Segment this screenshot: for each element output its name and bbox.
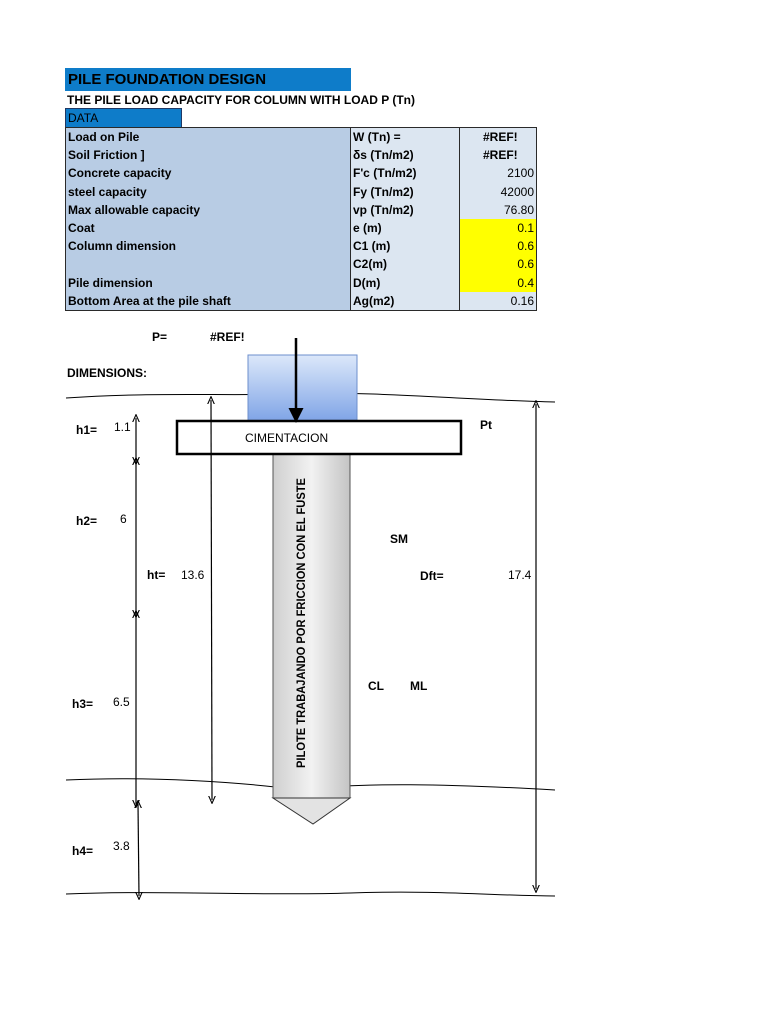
soil-ml-label: ML — [410, 679, 428, 693]
load-label: P= — [152, 330, 168, 344]
row-symbol: Ag(m2) — [351, 292, 460, 310]
row-symbol: C1 (m) — [351, 237, 460, 255]
row-symbol: W (Tn) = — [351, 128, 460, 146]
data-header: DATA — [65, 108, 182, 128]
row-label: Load on Pile — [66, 128, 351, 146]
row-value[interactable]: 0.16 — [460, 292, 536, 310]
soil-cl-label: CL — [368, 679, 384, 693]
row-symbol: D(m) — [351, 274, 460, 292]
ht-label: ht= — [147, 568, 166, 582]
h3-value: 6.5 — [113, 695, 130, 709]
row-value-input[interactable]: 0.6 — [460, 237, 536, 255]
row-symbol: δs (Tn/m2) — [351, 146, 460, 164]
dimensions-label: DIMENSIONS: — [67, 366, 148, 380]
pile-tip — [273, 798, 350, 824]
row-value[interactable]: #REF! — [460, 128, 536, 146]
h2-label: h2= — [76, 514, 98, 528]
h2-value: 6 — [120, 512, 127, 526]
soil-sm-label: SM — [390, 532, 408, 546]
pile-label: PILOTE TRABAJANDO POR FRICCION CON EL FUSTE — [296, 468, 308, 768]
row-label: Max allowable capacity — [66, 201, 351, 219]
ht-dimension-line — [211, 400, 212, 800]
ht-value: 13.6 — [181, 568, 205, 582]
row-symbol: Fy (Tn/m2) — [351, 183, 460, 201]
dft-value: 17.4 — [508, 568, 532, 582]
row-label: Soil Friction ] — [66, 146, 351, 164]
row-value[interactable]: 42000 — [460, 183, 536, 201]
h3-label: h3= — [72, 697, 94, 711]
row-value-input[interactable]: 0.1 — [460, 219, 536, 237]
soil-pt-label: Pt — [480, 418, 492, 432]
row-label: Bottom Area at the pile shaft — [66, 292, 351, 310]
h4-label: h4= — [72, 844, 94, 858]
row-symbol: e (m) — [351, 219, 460, 237]
column-shape — [248, 355, 357, 422]
row-label: Column dimension — [66, 237, 351, 255]
page-subtitle: THE PILE LOAD CAPACITY FOR COLUMN WITH LOAD P (Tn) — [67, 93, 415, 107]
row-value[interactable]: #REF! — [460, 146, 536, 164]
row-label: Coat — [66, 219, 351, 237]
row-symbol: F'c (Tn/m2) — [351, 164, 460, 182]
row-symbol: C2(m) — [351, 255, 460, 273]
row-value-input[interactable]: 0.4 — [460, 274, 536, 292]
row-label: Pile dimension — [66, 274, 351, 292]
h1-label: h1= — [76, 423, 98, 437]
footing-label: CIMENTACION — [245, 431, 329, 445]
pile-shaft — [273, 452, 350, 798]
h4-dimension-line — [138, 804, 139, 896]
row-symbol: vp (Tn/m2) — [351, 201, 460, 219]
h1-value: 1.1 — [114, 420, 131, 434]
page-title: PILE FOUNDATION DESIGN — [65, 68, 351, 91]
row-value-input[interactable]: 0.6 — [460, 255, 536, 273]
dft-label: Dft= — [420, 569, 444, 583]
row-value[interactable]: 76.80 — [460, 201, 536, 219]
row-value[interactable]: 2100 — [460, 164, 536, 182]
row-label: Concrete capacity — [66, 164, 351, 182]
row-label: steel capacity — [66, 183, 351, 201]
load-value: #REF! — [210, 330, 245, 344]
h4-value: 3.8 — [113, 839, 130, 853]
